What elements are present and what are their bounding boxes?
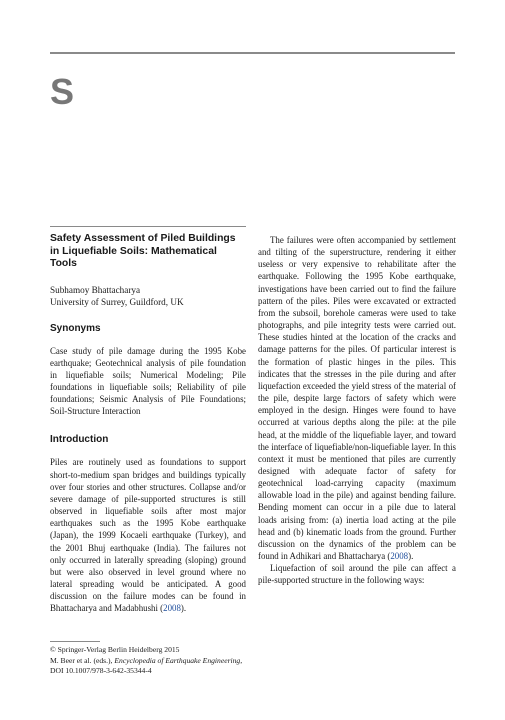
copyright-footer	[50, 641, 246, 677]
citation-link[interactable]: 2008	[390, 551, 409, 562]
liquefaction-paragraph: Liquefaction of soil around the pile can affect a pile-supported structure in the following ways:	[258, 563, 456, 586]
synonyms-text: Case study of pile damage during the 1995 Kobe earthquake; Geotechnical analysis of pile foundation in liquefiable soils; Numerical Modeling; Pile foundations in liquefiable soils; Reliability of pile foundations; Seismic Analysis of Pile Foundations; Soil-Structure Interaction	[50, 345, 246, 417]
section-letter: S	[50, 71, 75, 112]
copyright-line: © Springer-Verlag Berlin Heidelberg 2015	[50, 645, 180, 654]
introduction-text-end: ).	[180, 603, 187, 614]
book-title: Encyclopedia of Earthquake Engineering	[114, 655, 241, 665]
failures-text: The failures were often accompanied by settlement and tilting of the superstructure, rendering it either useless or very expensive to rehabilitate after the earthquake. Following the 1995 Kobe earthquake, investigations have been carried out to find the failure pattern of the piles. Piles were excavated or extracted from the subsoil, borehole cameras were used to take photographs, and pile integrity tests were carried out. These studies hinted at the location of the cracks and damage patterns for the piles. Of particular interest is the formation of plastic hinges in the piles. This indicates that the stresses in the pile during and after liquefaction exceeded the yield stress of the material of the pile, despite large factors of safety which were employed in the design. Hinges were found to have occurred at various depths along the pile: at the pile head, at the middle of the liquefiable layer, and toward the interface of liquefiable/non-liquefiable layer. In this context it must be mentioned that piles are currently designed with adequate factor of safety for geotechnical load-carrying capacity (maximum allowable load in the pile) and against bending failure. Bending moment can occur in a pile due to lateral loads arising from: (a) inertia load acting at the pile head and (b) kinematic loads from the ground. Further discussion on the dynamics of the problem can be found in Adhikari and Bhattacharya (	[258, 235, 456, 562]
introduction-text: Piles are routinely used as foundations to support short-to-medium span bridges and buildings typically over four stories and other structures. Collapse and/or severe damage of pile-supported structures is still observed in liquefiable soils after most major earthquakes such as the 1995 Kobe earthquake (Japan), the 1999 Kocaeli earthquake (Turkey), and the 2001 Bhuj earthquake (India). The failures not only occurred in laterally spreading (sloping) ground but were also observed in level ground where no lateral spreading would be anticipated. A good discussion on the failure modes can be found in Bhattacharya and Madabhushi (	[50, 457, 246, 614]
doi-line: DOI 10.1007/978-3-642-35344-4	[50, 666, 152, 676]
synonyms-heading: Synonyms	[50, 322, 101, 334]
top-rule	[50, 52, 455, 54]
title-rule	[50, 226, 246, 227]
introduction-heading: Introduction	[50, 434, 109, 446]
failures-text-end: ).	[408, 551, 414, 562]
citation-line	[50, 656, 246, 667]
editors-suffix: ,	[240, 655, 243, 665]
failures-paragraph	[258, 234, 456, 562]
left-column	[50, 226, 246, 614]
author-name: Subhamoy Bhattacharya	[50, 284, 141, 295]
author-affiliation: University of Surrey, Guildford, UK	[50, 297, 184, 307]
editors-text: M. Beer et al. (eds.),	[50, 655, 115, 665]
citation-link[interactable]: 2008	[163, 603, 181, 614]
right-column	[258, 234, 456, 587]
footer-rule	[50, 641, 100, 642]
introduction-paragraph	[50, 456, 246, 614]
entry-title: Safety Assessment of Piled Buildings in Liquefiable Soils: Mathematical Tools	[50, 233, 236, 269]
